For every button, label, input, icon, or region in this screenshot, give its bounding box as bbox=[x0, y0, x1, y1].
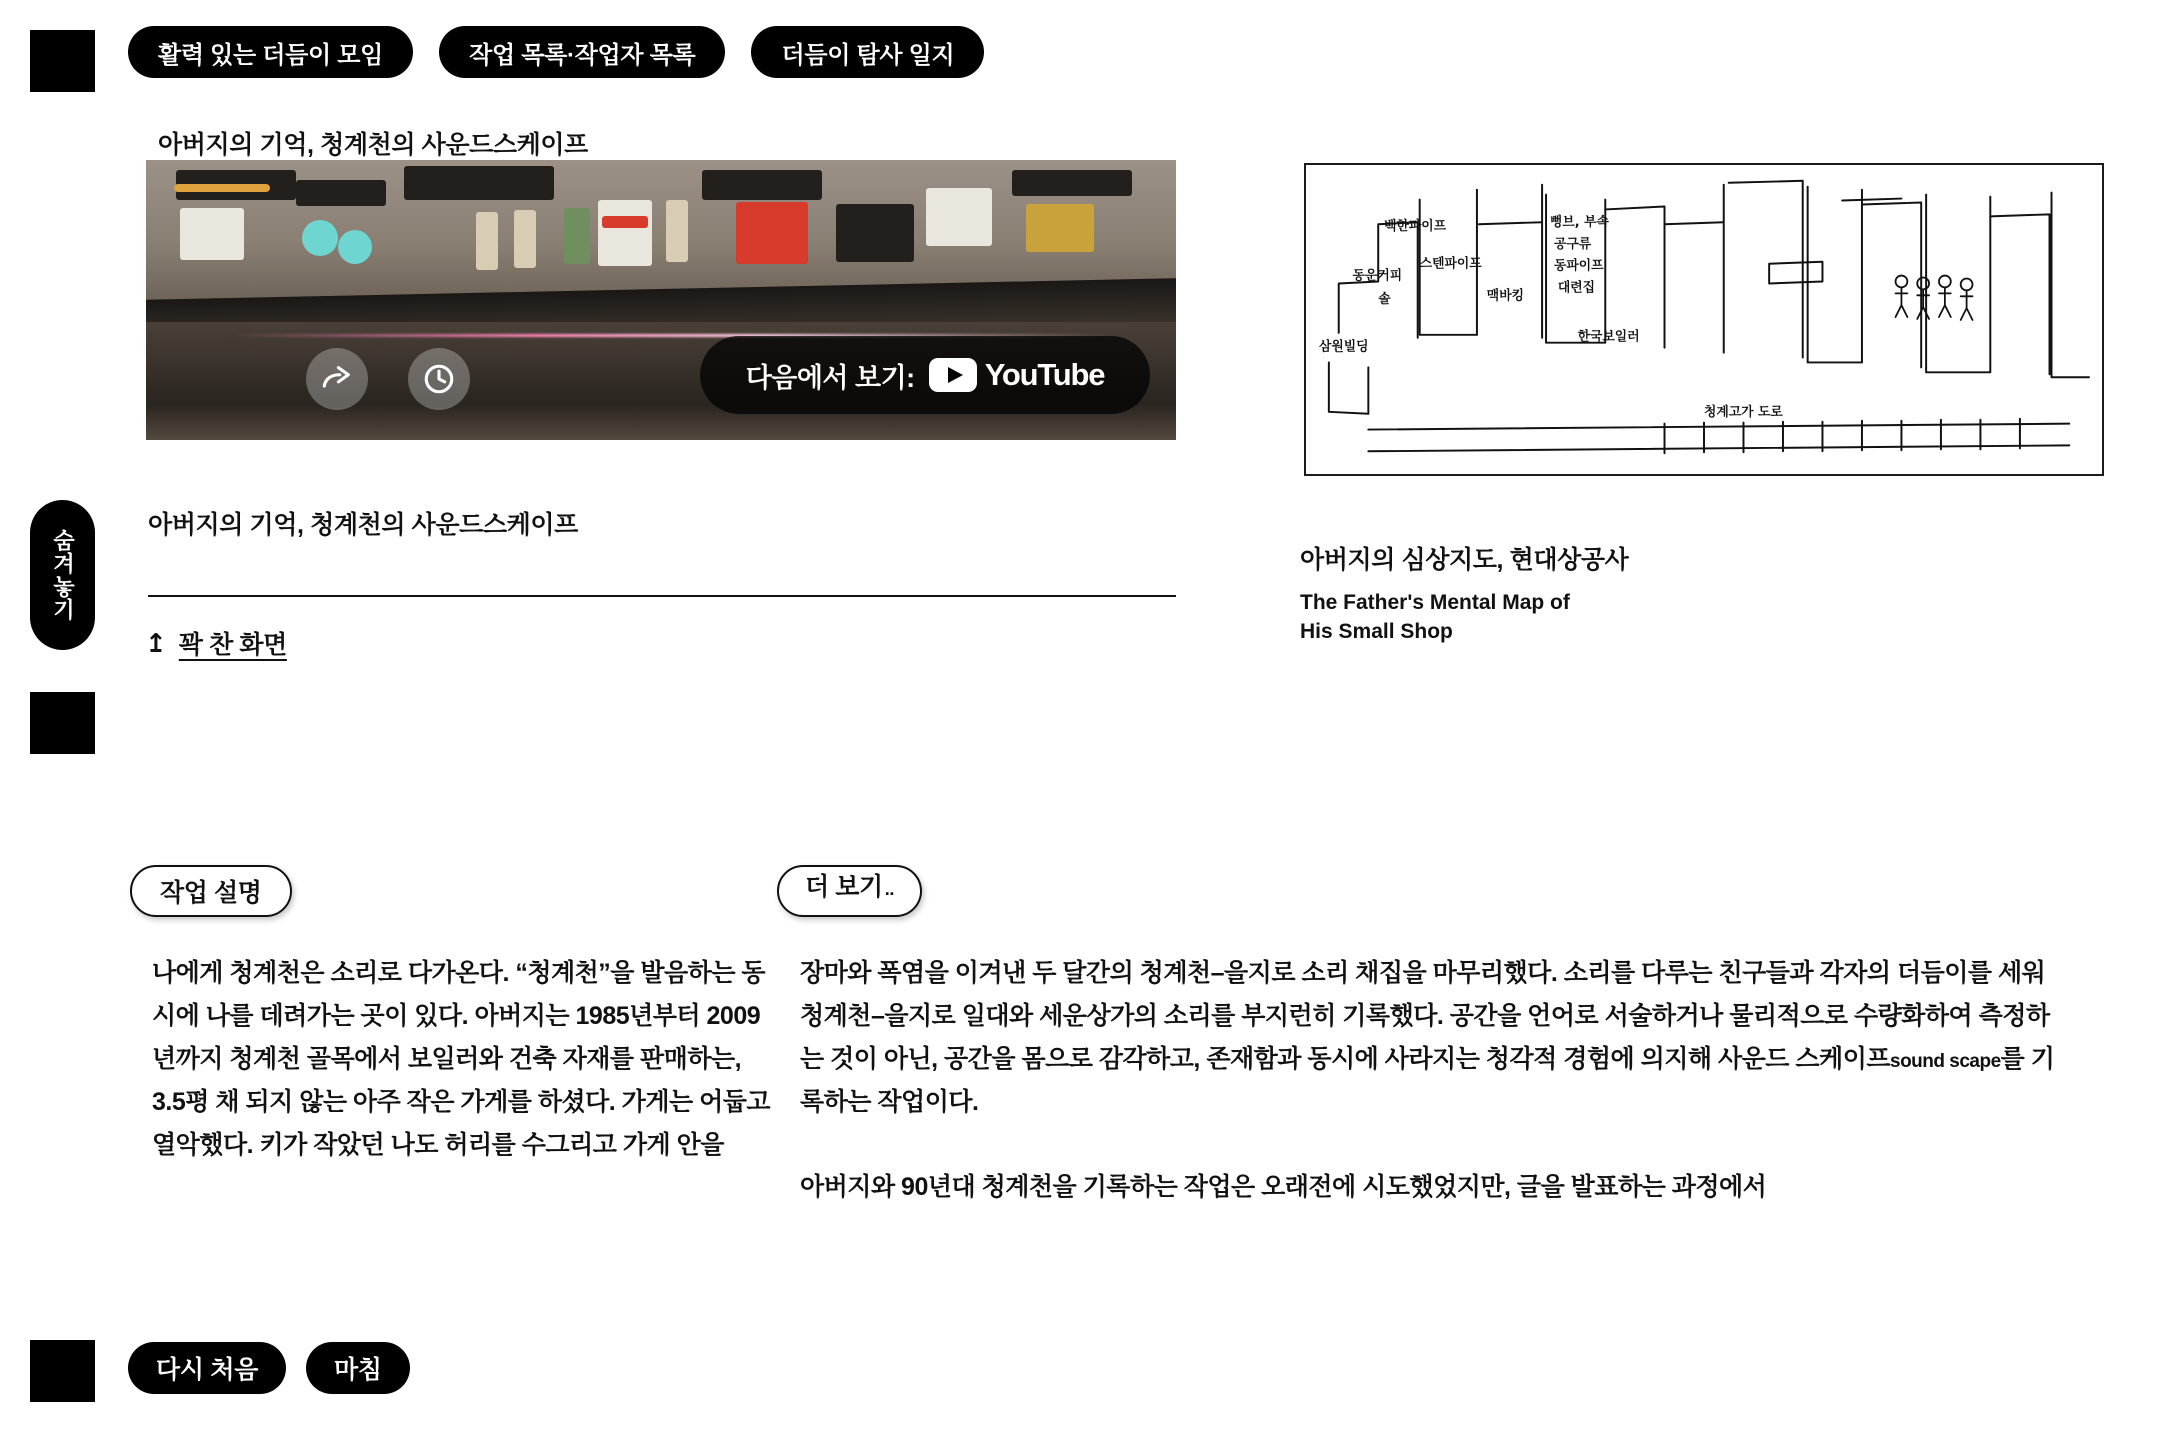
svg-text:백한파이프: 백한파이프 bbox=[1384, 219, 1447, 235]
svg-text:한국보일러: 한국보일러 bbox=[1577, 329, 1640, 345]
description-text-right bbox=[800, 952, 2060, 1324]
svg-text:대련집: 대련집 bbox=[1557, 280, 1596, 296]
drawing-frame bbox=[1304, 163, 2104, 476]
component-yellow-1 bbox=[1026, 204, 1094, 252]
clock-icon[interactable] bbox=[408, 348, 470, 410]
component-dark-2 bbox=[296, 180, 386, 206]
drawing-title-english-line1: The Father's Mental Map of bbox=[1300, 591, 1570, 614]
section-pill-description: 작업 설명 bbox=[130, 865, 292, 917]
svg-text:스텐파이프: 스텐파이프 bbox=[1419, 256, 1482, 272]
component-green-1 bbox=[564, 208, 590, 264]
drawing-title-english bbox=[1300, 588, 1820, 647]
right-paragraph-1-part-a: 장마와 폭염을 이겨낸 두 달간의 청계천–을지로 소리 채집을 마무리했다. 소리를 다루는 친구들과 각자의 더듬이를 세워 청계천–을지로 일대와 세운상가의 소리를 부지런히 기록했다. 공간을 언어로 서술하거나 물리적으로 수량화하여 측정하는 것이 아닌, 공간을 몸으로 감각하고, 존재함과 동시에 사라지는 청각적 경험에 의지해 사운드 스케이프 bbox=[800, 959, 2050, 1073]
side-label-text: 숨겨놓기 bbox=[50, 529, 76, 621]
finish-button[interactable]: 마침 bbox=[306, 1342, 410, 1394]
bottom-navigation bbox=[128, 1342, 410, 1394]
component-red-stripe bbox=[602, 216, 648, 228]
page-title: 아버지의 기억, 청계천의 사운드스케이프 bbox=[158, 131, 588, 159]
svg-text:동운커피: 동운커피 bbox=[1352, 268, 1403, 284]
video-frame bbox=[146, 160, 1176, 440]
more-label: 더 보기 bbox=[805, 873, 883, 901]
right-paragraph-1-latin: sound scape bbox=[1890, 1051, 2001, 1072]
svg-text:삼원빌딩: 삼원빌딩 bbox=[1318, 339, 1369, 355]
right-paragraph-2: 아버지와 90년대 청계천을 기록하는 작업은 오래전에 시도했었지만, 글을 발표하는 과정에서 bbox=[800, 1173, 1767, 1201]
section-pill-more[interactable] bbox=[777, 865, 922, 917]
svg-text:동파이프: 동파이프 bbox=[1553, 258, 1604, 274]
component-red-block bbox=[736, 202, 808, 264]
component-resistor-2 bbox=[514, 210, 536, 268]
youtube-play-icon bbox=[929, 358, 977, 392]
top-navigation bbox=[128, 26, 984, 78]
corner-marker-middle-left bbox=[30, 692, 95, 754]
drawing-title-english-line2: His Small Shop bbox=[1300, 620, 1453, 644]
video-caption: 아버지의 기억, 청계천의 사운드스케이프 bbox=[148, 511, 578, 539]
svg-text:청계고가 도로: 청계고가 도로 bbox=[1704, 404, 1783, 420]
watch-on-label: 다음에서 보기: bbox=[745, 362, 915, 393]
nav-item-exploration-log[interactable]: 더듬이 탐사 일지 bbox=[751, 26, 984, 78]
watch-on-youtube-overlay[interactable] bbox=[700, 336, 1150, 414]
fullscreen-link[interactable]: 꽉 찬 화면 bbox=[178, 631, 287, 659]
svg-text:솔: 솔 bbox=[1378, 292, 1391, 308]
component-capacitor-1 bbox=[302, 220, 338, 256]
divider bbox=[148, 595, 1176, 597]
mental-map-drawing[interactable] bbox=[1304, 163, 2104, 476]
fullscreen-row[interactable] bbox=[145, 625, 287, 661]
nav-item-group[interactable]: 활력 있는 더듬이 모임 bbox=[128, 26, 413, 78]
component-resistor-1 bbox=[476, 212, 498, 270]
more-dots: .. bbox=[884, 879, 894, 899]
svg-text:공구류: 공구류 bbox=[1553, 236, 1592, 252]
video-player[interactable] bbox=[146, 160, 1176, 440]
right-paragraph-1 bbox=[800, 952, 2060, 1124]
component-wire-1 bbox=[174, 184, 270, 192]
svg-text:뻥브, 부속: 뻥브, 부속 bbox=[1549, 215, 1609, 231]
component-resistor-3 bbox=[666, 200, 688, 262]
paragraph-spacer bbox=[800, 1124, 2060, 1166]
svg-text:맥바킹: 맥바킹 bbox=[1486, 288, 1524, 304]
youtube-logo bbox=[929, 357, 1105, 393]
arrow-up-icon: ↥ bbox=[145, 628, 167, 658]
component-dark-3 bbox=[404, 166, 554, 200]
component-white-3 bbox=[926, 188, 992, 246]
component-dark-6 bbox=[1012, 170, 1132, 196]
corner-marker-bottom-left bbox=[30, 1340, 95, 1402]
component-white-2 bbox=[598, 200, 652, 266]
description-text-left: 나에게 청계천은 소리로 다가온다. “청계천”을 발음하는 동시에 나를 데려가는 곳이 있다. 아버지는 1985년부터 2009년까지 청계천 골목에서 보일러와 건축 자재를 판매하는, 3.5평 채 되지 않는 아주 작은 가게를 하셨다. 가게는 어둡고 열악했다. 키가 작았던 나도 허리를 수그리고 가게 안을 bbox=[152, 959, 771, 1159]
nav-item-work-list[interactable]: 작업 목록·작업자 목록 bbox=[439, 26, 725, 78]
right-paragraph-1-part-b: 를 기록하는 작업이다. bbox=[800, 1045, 2055, 1116]
component-dark-5 bbox=[836, 204, 914, 262]
youtube-wordmark: YouTube bbox=[984, 357, 1105, 392]
component-capacitor-2 bbox=[338, 230, 372, 264]
component-dark-4 bbox=[702, 170, 822, 200]
side-label-hide[interactable] bbox=[30, 500, 95, 650]
share-icon[interactable] bbox=[306, 348, 368, 410]
corner-marker-top-left bbox=[30, 30, 95, 92]
component-white-1 bbox=[180, 208, 244, 260]
drawing-title-korean: 아버지의 심상지도, 현대상공사 bbox=[1300, 546, 1629, 574]
restart-button[interactable]: 다시 처음 bbox=[128, 1342, 286, 1394]
